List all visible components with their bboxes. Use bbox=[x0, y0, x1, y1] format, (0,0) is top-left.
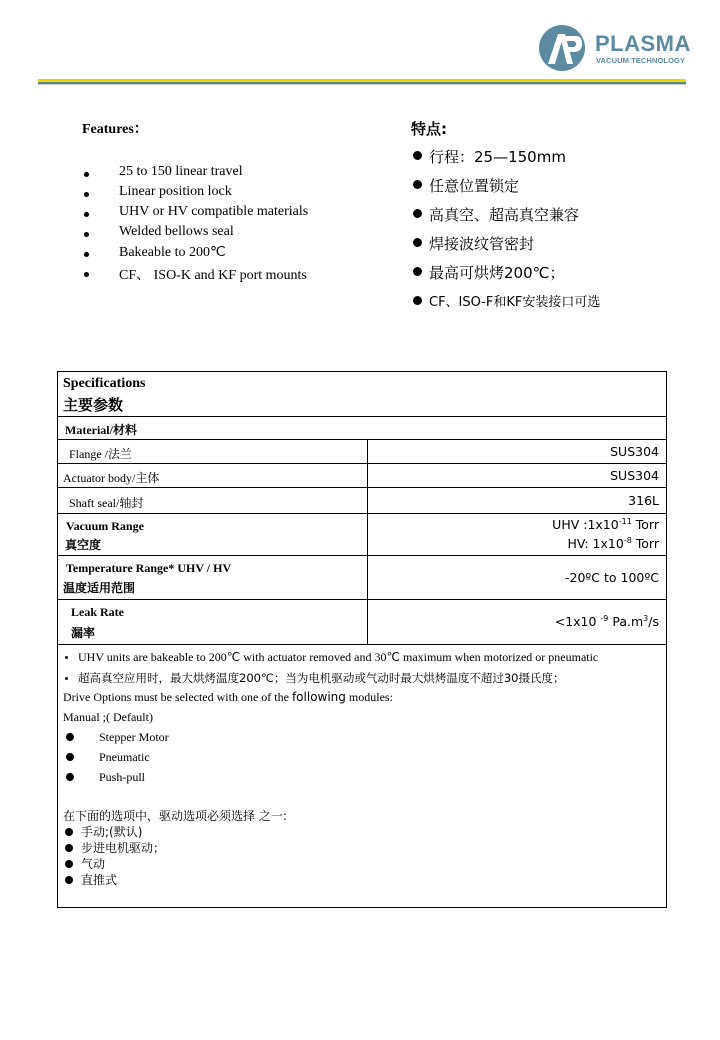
temperature-label-zh: 温度适用范围 bbox=[63, 581, 136, 595]
bullet-icon bbox=[84, 272, 89, 277]
brand-name: PLASMA bbox=[595, 31, 691, 56]
features-list-en bbox=[82, 164, 308, 284]
note-line: UHV units are bakeable to 200℃ with actuator removed and 30℃ maximum when motorized or pneumatic bbox=[63, 650, 598, 665]
drive-options-intro: Drive Options must be selected with one of the following modules: bbox=[63, 690, 393, 704]
feature-item: 25 to 150 linear travel bbox=[82, 164, 308, 184]
bullet-icon bbox=[65, 876, 73, 884]
leak-rate-label-zh: 漏率 bbox=[71, 626, 96, 640]
feature-item-zh: 焊接波纹管密封 bbox=[411, 233, 600, 262]
feature-item: CF、 ISO-K and KF port mounts bbox=[82, 264, 308, 284]
features-english bbox=[82, 118, 382, 283]
table-row bbox=[58, 600, 666, 645]
feature-item-zh: 最高可烘烤200℃； bbox=[411, 262, 600, 291]
vacuum-hv-value: HV: $1x10^{-8}$ Torr bbox=[567, 536, 659, 552]
company-logo bbox=[538, 24, 698, 76]
feature-item: Welded bellows seal bbox=[82, 224, 308, 244]
feature-item: Bakeable to 200℃ bbox=[82, 244, 308, 264]
table-row bbox=[58, 514, 666, 556]
table-row bbox=[58, 440, 666, 464]
leak-rate-label-en: Leak Rate bbox=[71, 605, 124, 619]
bullet-icon bbox=[84, 192, 89, 197]
bullet-icon bbox=[413, 296, 422, 305]
features-chinese bbox=[411, 118, 701, 310]
table-row bbox=[58, 556, 666, 600]
feature-item: UHV or HV compatible materials bbox=[82, 204, 308, 224]
bullet-icon bbox=[84, 172, 89, 177]
drive-option-item-zh: 手动;(默认) bbox=[63, 823, 142, 840]
note-line-zh: 超高真空应用时，最大烘烤温度200℃；当为电机驱动或气动时最大烘烤温度不超过30摄氏度； bbox=[63, 670, 565, 686]
bullet-icon bbox=[65, 656, 68, 659]
bullet-icon bbox=[84, 232, 89, 237]
feature-item-zh: 任意位置锁定 bbox=[411, 175, 600, 204]
spec-title-en: Specifications bbox=[63, 376, 146, 391]
drive-option-item: Pneumatic bbox=[63, 750, 263, 766]
brand-tagline: VACUUM TECHNOLOGY bbox=[596, 56, 686, 65]
flange-value: SUS304 bbox=[610, 444, 659, 459]
spec-title-zh: 主要参数 bbox=[63, 396, 124, 414]
table-row bbox=[58, 488, 666, 514]
bullet-icon bbox=[413, 180, 422, 189]
vacuum-label-zh: 真空度 bbox=[65, 538, 102, 552]
drive-options-intro-zh: 在下面的选项中，驱动选项必须选择 之一: bbox=[63, 809, 287, 823]
feature-item-zh: CF、ISO-F和KF安装接口可选 bbox=[411, 291, 600, 320]
bullet-icon bbox=[413, 151, 422, 160]
feature-item: Linear position lock bbox=[82, 184, 308, 204]
drive-option-item: Push-pull bbox=[63, 770, 263, 786]
leak-rate-value: <1x10 $^{-9}$ $Pa.m^3/s$ bbox=[554, 614, 659, 630]
shaft-seal-label: Shaft seal/轴封 bbox=[69, 496, 144, 510]
row-label-cell bbox=[58, 488, 368, 513]
spec-title-row bbox=[58, 372, 666, 417]
plasma-logo-mark bbox=[538, 24, 586, 72]
bullet-icon bbox=[65, 860, 73, 868]
bullet-icon bbox=[66, 773, 74, 781]
row-label-cell bbox=[58, 440, 368, 463]
bullet-icon bbox=[413, 238, 422, 247]
bullet-icon bbox=[66, 753, 74, 761]
bullet-icon bbox=[413, 267, 422, 276]
shaft-seal-value: 316L bbox=[628, 493, 659, 508]
specifications-table bbox=[57, 371, 667, 908]
features-title-en: Features： bbox=[82, 122, 148, 137]
material-header-row bbox=[58, 417, 666, 440]
temperature-value: -20ºC to 100ºC bbox=[564, 570, 659, 585]
flange-label: Flange /法兰 bbox=[69, 447, 132, 461]
material-header: Material/材料 bbox=[65, 423, 137, 437]
header-rule-shadow bbox=[38, 84, 686, 85]
bullet-icon bbox=[84, 252, 89, 257]
row-label-cell bbox=[58, 556, 368, 599]
bullet-icon bbox=[84, 212, 89, 217]
actuator-value: SUS304 bbox=[610, 468, 659, 483]
drive-option-item-zh: 气动 bbox=[63, 855, 105, 872]
feature-item-zh: 高真空、超高真空兼容 bbox=[411, 204, 600, 233]
bullet-icon bbox=[65, 828, 73, 836]
feature-item-zh: 行程：25—150mm bbox=[411, 146, 600, 175]
bullet-icon bbox=[413, 209, 422, 218]
features-list-zh bbox=[411, 146, 600, 320]
drive-option-item-zh: 直推式 bbox=[63, 871, 117, 888]
vacuum-label-en: Vacuum Range bbox=[66, 519, 144, 533]
bullet-icon bbox=[65, 677, 68, 680]
vacuum-uhv-value: UHV $:1x10^{-11}$ Torr bbox=[552, 517, 659, 533]
features-title-zh: 特点: bbox=[411, 120, 447, 138]
drive-option-item-zh: 步进电机驱动； bbox=[63, 839, 165, 856]
drive-option-item: Stepper Motor bbox=[63, 730, 263, 746]
actuator-label: Actuator body/主体 bbox=[63, 471, 160, 485]
table-row bbox=[58, 464, 666, 488]
row-label-cell bbox=[58, 600, 368, 644]
manual-default: Manual ;( Default) bbox=[63, 710, 153, 724]
bullet-icon bbox=[65, 844, 73, 852]
row-label-cell bbox=[58, 514, 368, 555]
temperature-label-en: Temperature Range* UHV / HV bbox=[66, 561, 232, 575]
row-label-cell bbox=[58, 464, 368, 487]
bullet-icon bbox=[66, 733, 74, 741]
